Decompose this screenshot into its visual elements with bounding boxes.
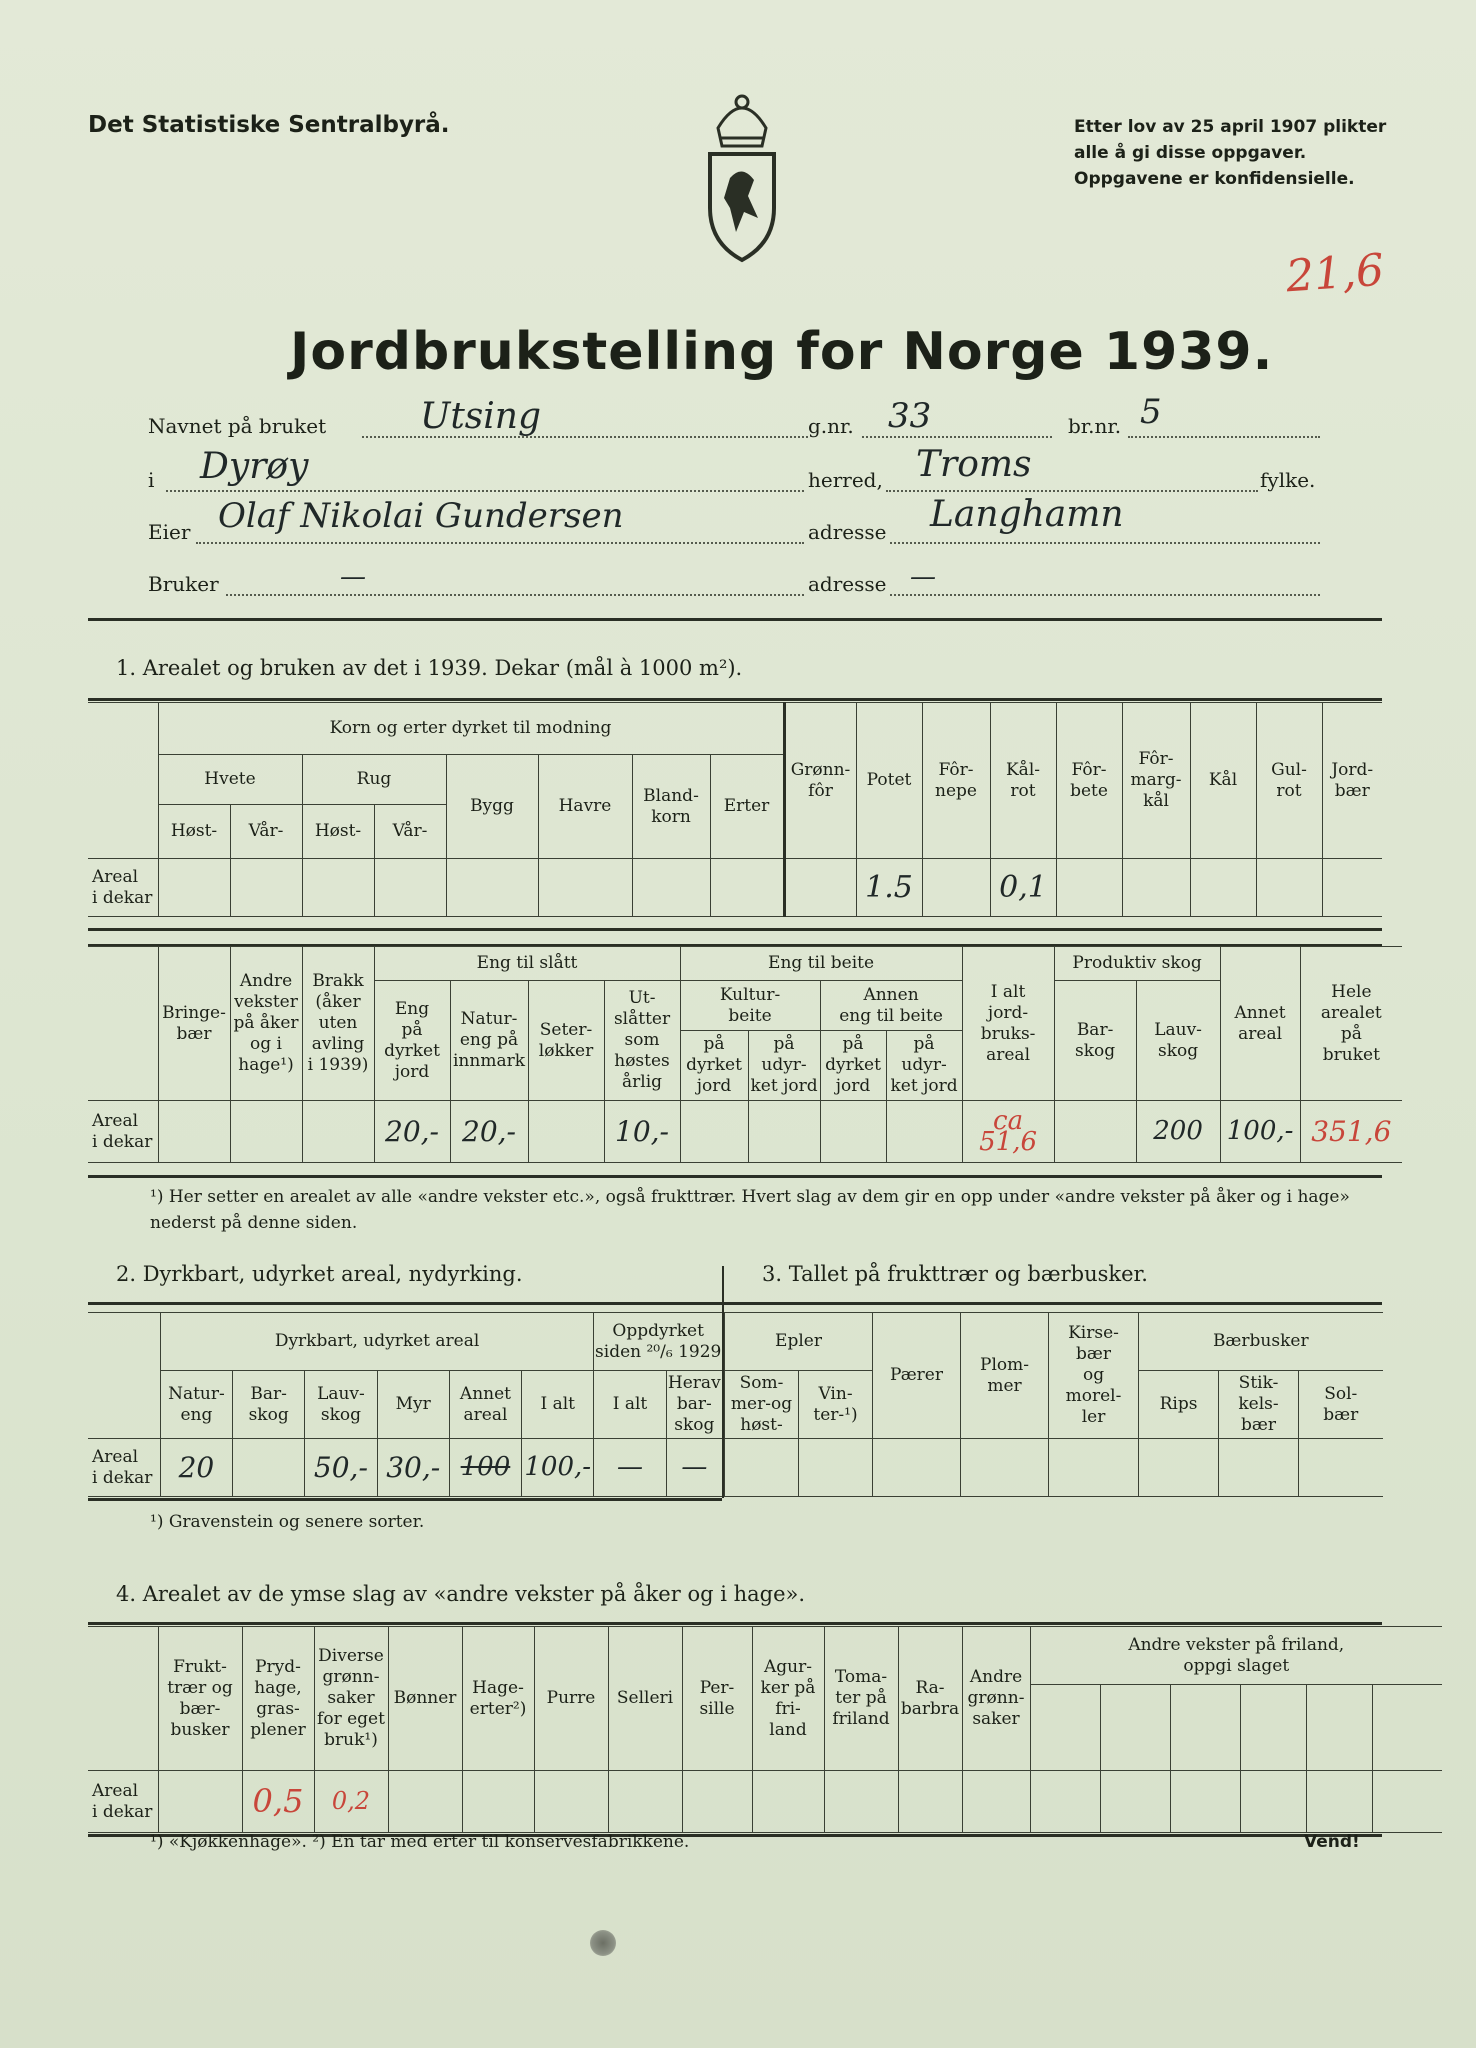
row-label-areal-4: Areal i dekar: [88, 1771, 158, 1833]
col4-prydhage: Pryd- hage, gras- plener: [242, 1627, 314, 1771]
cell4-selleri[interactable]: [608, 1771, 682, 1833]
legal-notice: [1074, 114, 1386, 192]
cell4-prydhage[interactable]: 0,5: [242, 1771, 314, 1833]
col4-andre-friland: Andre vekster på friland, oppgi slaget: [1030, 1627, 1442, 1685]
col2-annet: Annet areal: [449, 1371, 521, 1439]
cell4-friland-2[interactable]: [1100, 1771, 1170, 1833]
eier-label: Eier: [148, 520, 191, 544]
col3-epler: Epler: [725, 1313, 873, 1371]
cell-barskog[interactable]: [1054, 1101, 1136, 1163]
col-kal: Kål: [1190, 703, 1256, 859]
col3-paerer: Pærer: [873, 1313, 961, 1439]
col4-friland-5: [1306, 1685, 1372, 1771]
col2-myr: Myr: [377, 1371, 449, 1439]
cell-formargkal[interactable]: [1122, 859, 1190, 917]
eier-value[interactable]: Olaf Nikolai Gundersen: [218, 496, 624, 536]
col-erter: Erter: [710, 755, 784, 859]
col2-barskog: Bar- skog: [233, 1371, 305, 1439]
header-rule: [88, 618, 1382, 621]
col3-plommer: Plom- mer: [961, 1313, 1049, 1439]
bruker-adresse-label: adresse: [808, 572, 887, 596]
row-label-areal-2: Areal i dekar: [88, 1439, 160, 1497]
section1-table-a: [88, 702, 1382, 917]
col2-opp-i-alt: I alt: [594, 1371, 666, 1439]
cell-lauvskog[interactable]: 200: [1136, 1101, 1220, 1163]
col4-friland-6: [1372, 1685, 1442, 1771]
cell-annen-udyrket[interactable]: [886, 1101, 962, 1163]
col-brakk: Brakk (åker uten avling i 1939): [302, 947, 374, 1101]
cell3-vinter[interactable]: [799, 1439, 873, 1497]
col4-friland-4: [1240, 1685, 1306, 1771]
legal-line-1: Etter lov av 25 april 1907 plikter: [1074, 117, 1387, 137]
col3-kirsebaer: Kirse- bær og morel- ler: [1049, 1313, 1139, 1439]
cell3-rips[interactable]: [1139, 1439, 1219, 1497]
col4-diverse: Diverse grønn- saker for eget bruk¹): [314, 1627, 388, 1771]
col-gulrot: Gul- rot: [1256, 703, 1322, 859]
table-b-bottom-rule: [88, 1175, 1382, 1178]
eier-adresse-line: [890, 542, 1320, 544]
col3-sommer: Som- mer-og høst-: [725, 1371, 799, 1439]
cell4-diverse[interactable]: 0,2: [314, 1771, 388, 1833]
section4-footnote: ¹) «Kjøkkenhage». ²) En tar med erter til konservesfabrikkene.: [150, 1832, 690, 1852]
col3-stikkels: Stik- kels- bær: [1219, 1371, 1299, 1439]
cell-kultur-dyrket[interactable]: [680, 1101, 748, 1163]
bruker-label: Bruker: [148, 572, 219, 596]
punch-hole-icon: [590, 1930, 616, 1956]
col4-rabarbra: Ra- barbra: [898, 1627, 962, 1771]
eier-line: [196, 542, 804, 544]
col-gronnfor: Grønn- fôr: [784, 703, 856, 859]
cell-rug-host[interactable]: [302, 859, 374, 917]
cell4-friland-1[interactable]: [1030, 1771, 1100, 1833]
section2-bottom-rule: [88, 1498, 722, 1501]
herred-value[interactable]: Troms: [916, 444, 1032, 485]
col-hele-arealet: Hele arealet på bruket: [1300, 947, 1402, 1101]
herred-label: herred,: [808, 468, 883, 492]
cell4-rabarbra[interactable]: [898, 1771, 962, 1833]
section2-heading: 2. Dyrkbart, udyrket areal, nydyrking.: [116, 1262, 523, 1286]
cell2-opp-i-alt[interactable]: —: [594, 1439, 666, 1497]
col3-vinter: Vin- ter-¹): [799, 1371, 873, 1439]
section1-heading: 1. Arealet og bruken av det i 1939. Dekar (mål à 1000 m²).: [116, 656, 743, 680]
col-bringebaer: Bringe- bær: [158, 947, 230, 1101]
gnr-line: [862, 436, 1052, 438]
cell-bygg[interactable]: [446, 859, 538, 917]
section2-top-rule: [88, 1302, 1382, 1305]
korn-group-header: Korn og erter dyrket til modning: [158, 703, 784, 755]
cell-natureng[interactable]: 20,-: [450, 1101, 528, 1163]
section4-heading: 4. Arealet av de ymse slag av «andre vekster på åker og i hage».: [116, 1582, 806, 1606]
col-rug-host: Høst-: [302, 805, 374, 859]
cell-jordbaer[interactable]: [1322, 859, 1382, 917]
col-i-alt-jord: I alt jord- bruks- areal: [962, 947, 1054, 1101]
col-blandkorn: Bland- korn: [632, 755, 710, 859]
cell-blandkorn[interactable]: [632, 859, 710, 917]
cell4-persille[interactable]: [682, 1771, 752, 1833]
table-a-bottom-rule: [88, 928, 1382, 931]
col-rug-var: Vår-: [374, 805, 446, 859]
cell3-sommer[interactable]: [725, 1439, 799, 1497]
cell-forbete[interactable]: [1056, 859, 1122, 917]
col-formargkal: Fôr- marg- kål: [1122, 703, 1190, 859]
col-annet-areal: Annet areal: [1220, 947, 1300, 1101]
cell-andre-vekster[interactable]: [230, 1101, 302, 1163]
cell-utslatter[interactable]: 10,-: [604, 1101, 680, 1163]
cell4-friland-6[interactable]: [1372, 1771, 1442, 1833]
row-label-blank-4: [88, 1627, 158, 1771]
gnr-value[interactable]: 33: [888, 396, 932, 436]
col-kulturbeite: Kultur- beite: [680, 981, 820, 1031]
cell4-friland-5[interactable]: [1306, 1771, 1372, 1833]
cell4-tomater[interactable]: [824, 1771, 898, 1833]
oppdyrket-header: Oppdyrket siden ²⁰/₆ 1929: [594, 1313, 722, 1371]
eier-adresse-value[interactable]: Langhamn: [930, 494, 1124, 535]
cell4-friland-3[interactable]: [1170, 1771, 1240, 1833]
col-rug: Rug: [302, 755, 446, 805]
vend-note: Vend!: [1304, 1832, 1360, 1852]
cell2-barskog[interactable]: [233, 1439, 305, 1497]
eier-adresse-label: adresse: [808, 520, 887, 544]
col4-friland-1: [1030, 1685, 1100, 1771]
col-kalrot: Kål- rot: [990, 703, 1056, 859]
col-hvete-host: Høst-: [158, 805, 230, 859]
cell-hele-arealet[interactable]: 351,6: [1300, 1101, 1402, 1163]
cell2-natureng[interactable]: 20: [160, 1439, 232, 1497]
cell-i-alt-jord[interactable]: ca 51,6: [962, 1101, 1054, 1163]
col3-solbaer: Sol- bær: [1299, 1371, 1383, 1439]
col-annen-udyrket: på udyr- ket jord: [886, 1031, 962, 1101]
row-label-areal-b: Areal i dekar: [88, 1101, 158, 1163]
cell3-paerer[interactable]: [873, 1439, 961, 1497]
row-label-blank: [88, 703, 158, 859]
col-hvete-var: Vår-: [230, 805, 302, 859]
cell4-bonner[interactable]: [388, 1771, 462, 1833]
cell4-friland-4[interactable]: [1240, 1771, 1306, 1833]
eng-slatt-header: Eng til slått: [374, 947, 680, 981]
cell-havre[interactable]: [538, 859, 632, 917]
brnr-line: [1128, 436, 1320, 438]
i-line: [166, 490, 804, 492]
col-barskog: Bar- skog: [1054, 981, 1136, 1101]
navnet-value[interactable]: Utsing: [420, 396, 542, 437]
brnr-value[interactable]: 5: [1140, 392, 1162, 432]
col-kultur-udyrket: på udyr- ket jord: [748, 1031, 820, 1101]
col-seterlokker: Seter- løkker: [528, 981, 604, 1101]
form-title: Jordbrukstelling for Norge 1939.: [290, 322, 1274, 382]
section3-table: [724, 1312, 1383, 1497]
cell2-annet[interactable]: 100: [449, 1439, 521, 1497]
cell3-plommer[interactable]: [961, 1439, 1049, 1497]
col-havre: Havre: [538, 755, 632, 859]
col-kultur-dyrket: på dyrket jord: [680, 1031, 748, 1101]
prod-skog-header: Produktiv skog: [1054, 947, 1220, 981]
col4-friland-2: [1100, 1685, 1170, 1771]
col-forbete: Fôr- bete: [1056, 703, 1122, 859]
col-lauvskog: Lauv- skog: [1136, 981, 1220, 1101]
cell2-lauvskog[interactable]: 50,-: [305, 1439, 377, 1497]
col-andre-vekster: Andre vekster på åker og i hage¹): [230, 947, 302, 1101]
gnr-label: g.nr.: [808, 414, 854, 438]
cell2-myr[interactable]: 30,-: [377, 1439, 449, 1497]
cell-hvete-host[interactable]: [158, 859, 230, 917]
col2-herav: Herav bar- skog: [666, 1371, 722, 1439]
cell-gulrot[interactable]: [1256, 859, 1322, 917]
legal-line-2: alle å gi disse oppgaver.: [1074, 143, 1307, 163]
i-label: i: [148, 468, 155, 492]
cell2-herav[interactable]: —: [666, 1439, 722, 1497]
col4-andre-gronnsaker: Andre grønn- saker: [962, 1627, 1030, 1771]
col-fornepe: Fôr- nepe: [922, 703, 990, 859]
col4-frukttraer: Frukt- trær og bær- busker: [158, 1627, 242, 1771]
dyrkbart-header: Dyrkbart, udyrket areal: [160, 1313, 594, 1371]
cell-rug-var[interactable]: [374, 859, 446, 917]
col3-rips: Rips: [1139, 1371, 1219, 1439]
cell-bringebaer[interactable]: [158, 1101, 230, 1163]
col-natureng: Natur- eng på innmark: [450, 981, 528, 1101]
cell-erter[interactable]: [710, 859, 784, 917]
col4-selleri: Selleri: [608, 1627, 682, 1771]
cell4-andre-gronnsaker[interactable]: [962, 1771, 1030, 1833]
col2-lauvskog: Lauv- skog: [305, 1371, 377, 1439]
cell-fornepe[interactable]: [922, 859, 990, 917]
legal-line-3: Oppgavene er konfidensielle.: [1074, 169, 1355, 189]
bruker-adresse-value[interactable]: —: [910, 562, 936, 592]
section1-top-rule: [88, 698, 1382, 701]
col4-agurker: Agur- ker på fri- land: [752, 1627, 824, 1771]
section1-table-b: [88, 946, 1402, 1163]
section4-top-rule: [88, 1622, 1382, 1625]
col-annen-dyrket: på dyrket jord: [820, 1031, 886, 1101]
navnet-label: Navnet på bruket: [148, 414, 327, 438]
bruker-value[interactable]: —: [340, 562, 366, 592]
section2-footnote: ¹) Gravenstein og senere sorter.: [150, 1512, 425, 1532]
col-utslatter: Ut- slåtter som høstes årlig: [604, 981, 680, 1101]
col4-persille: Per- sille: [682, 1627, 752, 1771]
cell-seterlokker[interactable]: [528, 1101, 604, 1163]
col-eng-dyrket: Eng på dyrket jord: [374, 981, 450, 1101]
col4-friland-3: [1170, 1685, 1240, 1771]
col2-natureng: Natur- eng: [160, 1371, 232, 1439]
row-label-blank-b: [88, 947, 158, 1101]
cell-gronnfor[interactable]: [784, 859, 856, 917]
col-bygg: Bygg: [446, 755, 538, 859]
col4-purre: Purre: [534, 1627, 608, 1771]
office-name: Det Statistiske Sentralbyrå.: [88, 112, 450, 138]
row-label-areal: Areal i dekar: [88, 859, 158, 917]
col-jordbaer: Jord- bær: [1322, 703, 1382, 859]
col2-i-alt: I alt: [522, 1371, 594, 1439]
col3-baerbusker: Bærbusker: [1139, 1313, 1383, 1371]
col4-hageerter: Hage- erter²): [462, 1627, 534, 1771]
cell4-purre[interactable]: [534, 1771, 608, 1833]
col4-bonner: Bønner: [388, 1627, 462, 1771]
section4-table: [88, 1626, 1442, 1833]
eng-beite-header: Eng til beite: [680, 947, 962, 981]
herred-line: [886, 490, 1258, 492]
col4-tomater: Toma- ter på friland: [824, 1627, 898, 1771]
col-potet: Potet: [856, 703, 922, 859]
cell4-agurker[interactable]: [752, 1771, 824, 1833]
coat-of-arms-icon: [688, 88, 796, 268]
cell-potet[interactable]: 1.5: [856, 859, 922, 917]
section2-table: [88, 1312, 722, 1497]
cell3-stikkels[interactable]: [1219, 1439, 1299, 1497]
bruker-adresse-line: [890, 594, 1320, 596]
bruker-line: [226, 594, 804, 596]
cell-eng-dyrket[interactable]: 20,-: [374, 1101, 450, 1163]
cell-annen-dyrket[interactable]: [820, 1101, 886, 1163]
corner-mark: 21,6: [1284, 244, 1386, 303]
cell-kalrot[interactable]: 0,1: [990, 859, 1056, 917]
cell3-solbaer[interactable]: [1299, 1439, 1383, 1497]
cell-hvete-var[interactable]: [230, 859, 302, 917]
section1-footnote: ¹) Her setter en arealet av alle «andre vekster etc.», også frukttrær. Hvert slag av dem gir en opp under «andre vekster på åker og i hage» nederst på denne siden.: [150, 1187, 1350, 1233]
col-hvete: Hvete: [158, 755, 302, 805]
i-value[interactable]: Dyrøy: [200, 446, 309, 487]
cell2-i-alt[interactable]: 100,-: [522, 1439, 594, 1497]
row-label-blank-2: [88, 1313, 160, 1439]
cell-brakk[interactable]: [302, 1101, 374, 1163]
cell4-frukttraer[interactable]: [158, 1771, 242, 1833]
cell4-hageerter[interactable]: [462, 1771, 534, 1833]
brnr-label: br.nr.: [1068, 414, 1122, 438]
cell-kal[interactable]: [1190, 859, 1256, 917]
col-annen-eng: Annen eng til beite: [820, 981, 962, 1031]
fylke-label: fylke.: [1260, 468, 1316, 492]
cell-kultur-udyrket[interactable]: [748, 1101, 820, 1163]
section3-heading: 3. Tallet på frukttrær og bærbusker.: [762, 1262, 1148, 1286]
cell3-kirsebaer[interactable]: [1049, 1439, 1139, 1497]
cell-annet-areal[interactable]: 100,-: [1220, 1101, 1300, 1163]
